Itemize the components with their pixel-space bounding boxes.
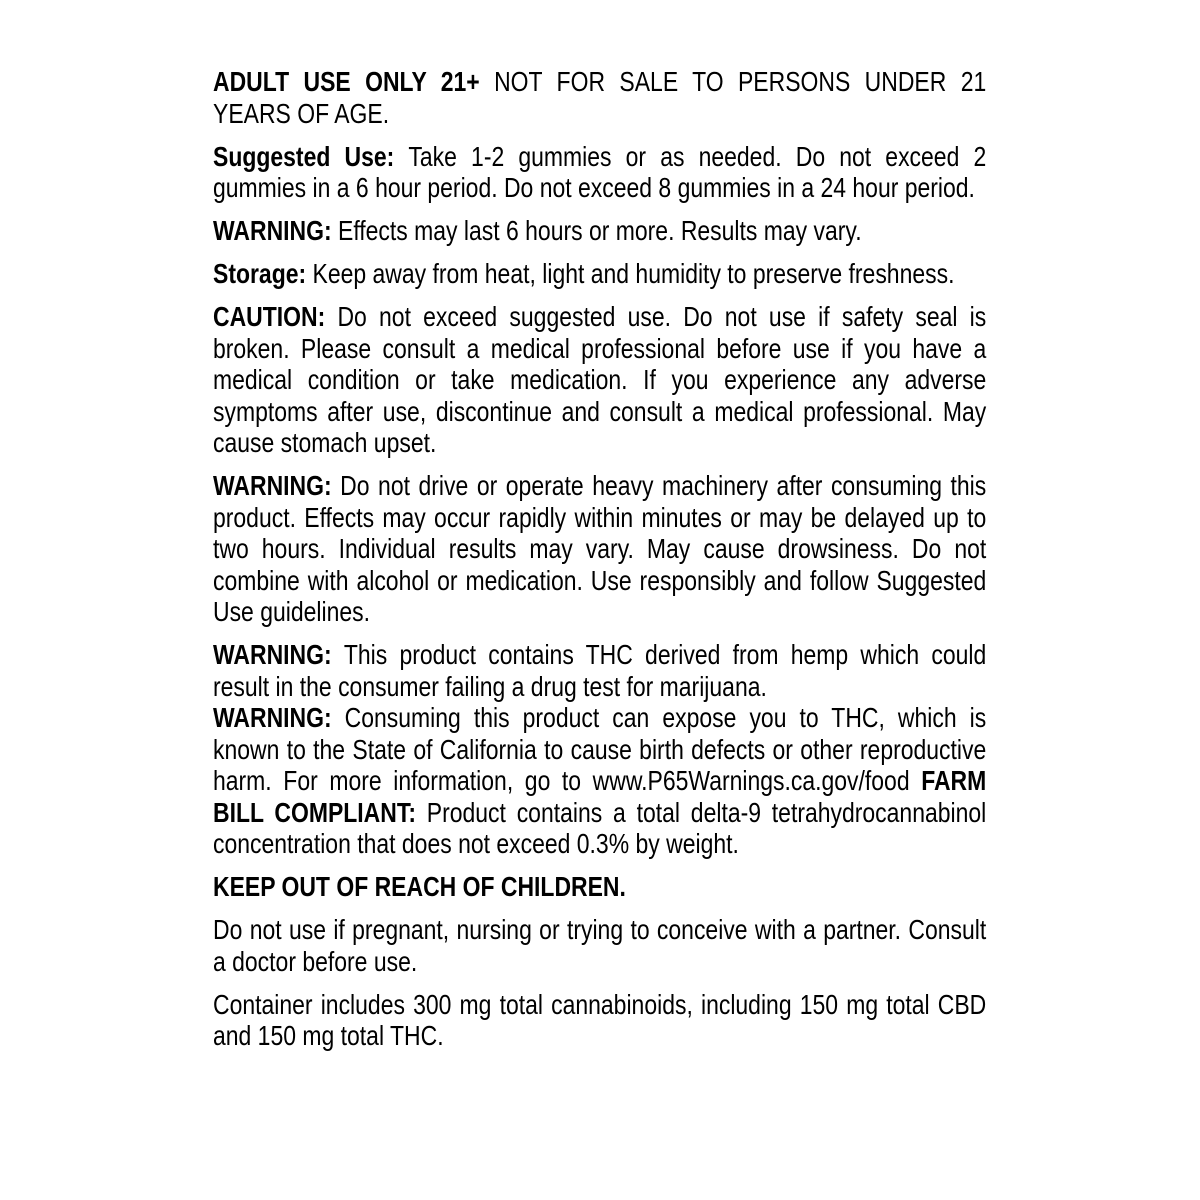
label-body-text: Product contains a total delta-9 tetrahydrocannabinol concentration that does not exceed 0.3% by weight. [213, 796, 987, 859]
label-body-text: Effects may last 6 hours or more. Results may vary. [337, 215, 862, 246]
label-bold-text: WARNING: [213, 470, 341, 501]
label-body-text: Do not drive or operate heavy machinery after consuming this product. Effects may occur rapidly within minutes or may be delayed up to two hours. Individual results may vary. May cause drowsiness. Do not combine with alcohol or medication. Use responsibly and follow Suggested Use guidelines. [213, 470, 987, 627]
label-bold-text: KEEP OUT OF REACH OF CHILDREN. [213, 871, 626, 902]
label-paragraph [213, 215, 986, 247]
label-body-text: Take 1-2 gummies or as needed. Do not exceed 2 gummies in a 6 hour period. Do not exceed 8 gummies in a 24 hour period. [213, 140, 987, 203]
label-bold-text: Suggested Use: [213, 140, 409, 172]
label-bold-text: FARM BILL COMPLIANT: [213, 765, 987, 828]
label-bold-text: CAUTION: [213, 301, 338, 332]
label-body-text: Do not exceed suggested use. Do not use if safety seal is broken. Please consult a medical professional before use if you have a medical condition or take medication. If you experience any adverse symptoms after use, discontinue and consult a medical professional. May cause stomach upset. [213, 301, 987, 458]
label-paragraph [213, 702, 986, 860]
label-sheet [213, 66, 986, 1063]
label-paragraph [213, 914, 986, 977]
label-body-text: NOT FOR SALE TO PERSONS UNDER 21 YEARS OF AGE. [213, 66, 987, 129]
label-bold-text: WARNING: [213, 215, 338, 246]
label-paragraph [213, 639, 986, 702]
label-body-text: Do not use if pregnant, nursing or trying to conceive with a partner. Consult a doctor before use. [213, 914, 987, 977]
label-bold-text: Storage: [213, 258, 313, 289]
label-paragraph [213, 989, 986, 1052]
label-paragraph [213, 301, 986, 459]
label-paragraph [213, 470, 986, 628]
label-bold-text: WARNING: [213, 702, 345, 733]
label-body-text: This product contains THC derived from hemp which could result in the consumer failing a drug test for marijuana. [213, 639, 987, 702]
label-paragraph [213, 871, 986, 903]
label-body-text: Keep away from heat, light and humidity to preserve freshness. [312, 258, 955, 289]
label-paragraph [213, 258, 986, 290]
label-bold-text: ADULT USE ONLY 21+ [213, 66, 495, 97]
label-body-text: Consuming this product can expose you to THC, which is known to the State of California to cause birth defects or other reproductive harm. For more information, go to www.P65Warnings.ca.gov/food [213, 702, 987, 796]
label-paragraph [213, 66, 986, 129]
label-body-text: Container includes 300 mg total cannabinoids, including 150 mg total CBD and 150 mg total THC. [213, 988, 987, 1051]
label-text-container [213, 66, 986, 1052]
label-paragraph [213, 141, 986, 204]
label-bold-text: WARNING: [213, 639, 344, 670]
